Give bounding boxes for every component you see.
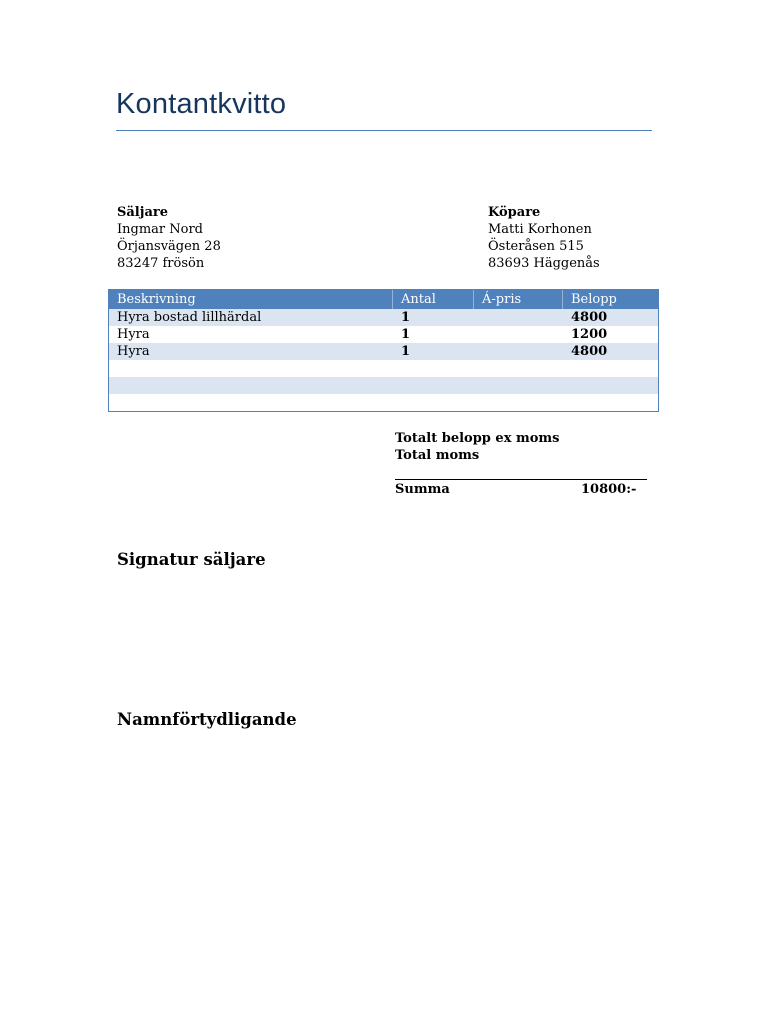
row-description: [109, 394, 393, 411]
seller-name: Ingmar Nord: [117, 222, 203, 237]
row-quantity: [393, 377, 474, 394]
sum-label: Summa: [395, 482, 450, 497]
table-header-row: [109, 290, 658, 309]
buyer-heading: Köpare: [488, 205, 541, 220]
seller-city: 83247 frösön: [117, 256, 205, 271]
seller-signature-label: Signatur säljare: [117, 550, 266, 569]
row-unit-price: [474, 326, 563, 343]
table-row-empty: [109, 394, 658, 411]
table-row-empty: [109, 377, 658, 394]
table-row: [109, 326, 658, 343]
row-description: Hyra: [117, 344, 150, 359]
buyer-city: 83693 Häggenås: [488, 256, 600, 271]
title-underline: [116, 130, 652, 131]
column-header-quantity: Antal: [393, 290, 474, 309]
column-header-unit-price: Á-pris: [474, 290, 563, 309]
table-row: [109, 309, 658, 326]
column-header-amount: Belopp: [571, 292, 617, 307]
row-unit-price: [474, 343, 563, 360]
row-amount: [563, 394, 658, 411]
table-row: [109, 343, 658, 360]
row-quantity: [393, 360, 474, 377]
total-vat-label: Total moms: [395, 448, 480, 463]
buyer-street: Österåsen 515: [488, 239, 584, 254]
buyer-block: [488, 204, 600, 272]
column-header-description: Beskrivning: [109, 290, 393, 309]
row-amount: 4800: [571, 310, 608, 325]
row-amount: 4800: [571, 344, 608, 359]
row-quantity: 1: [401, 344, 411, 359]
table-row-empty: [109, 360, 658, 377]
row-unit-price: [474, 394, 563, 411]
name-clarification-label: Namnförtydligande: [117, 710, 297, 729]
items-table: [108, 289, 659, 412]
seller-street: Örjansvägen 28: [117, 239, 221, 254]
row-description: [109, 360, 393, 377]
row-unit-price: [474, 377, 563, 394]
seller-heading: Säljare: [117, 205, 168, 220]
buyer-name: Matti Korhonen: [488, 222, 592, 237]
sum-value: 10800:-: [581, 482, 637, 497]
document-title: Kontantkvitto: [116, 88, 287, 120]
totals-divider: [395, 479, 647, 480]
row-amount: [563, 360, 658, 377]
row-unit-price: [474, 360, 563, 377]
seller-block: [117, 204, 221, 272]
row-quantity: 1: [401, 327, 411, 342]
row-amount: [563, 377, 658, 394]
total-excl-vat-label: Totalt belopp ex moms: [395, 431, 560, 446]
totals-block: [395, 430, 559, 464]
row-quantity: 1: [401, 310, 411, 325]
row-unit-price: [474, 309, 563, 326]
row-description: Hyra: [117, 327, 150, 342]
row-amount: 1200: [571, 327, 608, 342]
row-description: [109, 377, 393, 394]
row-description: Hyra bostad lillhärdal: [117, 310, 262, 325]
row-quantity: [393, 394, 474, 411]
